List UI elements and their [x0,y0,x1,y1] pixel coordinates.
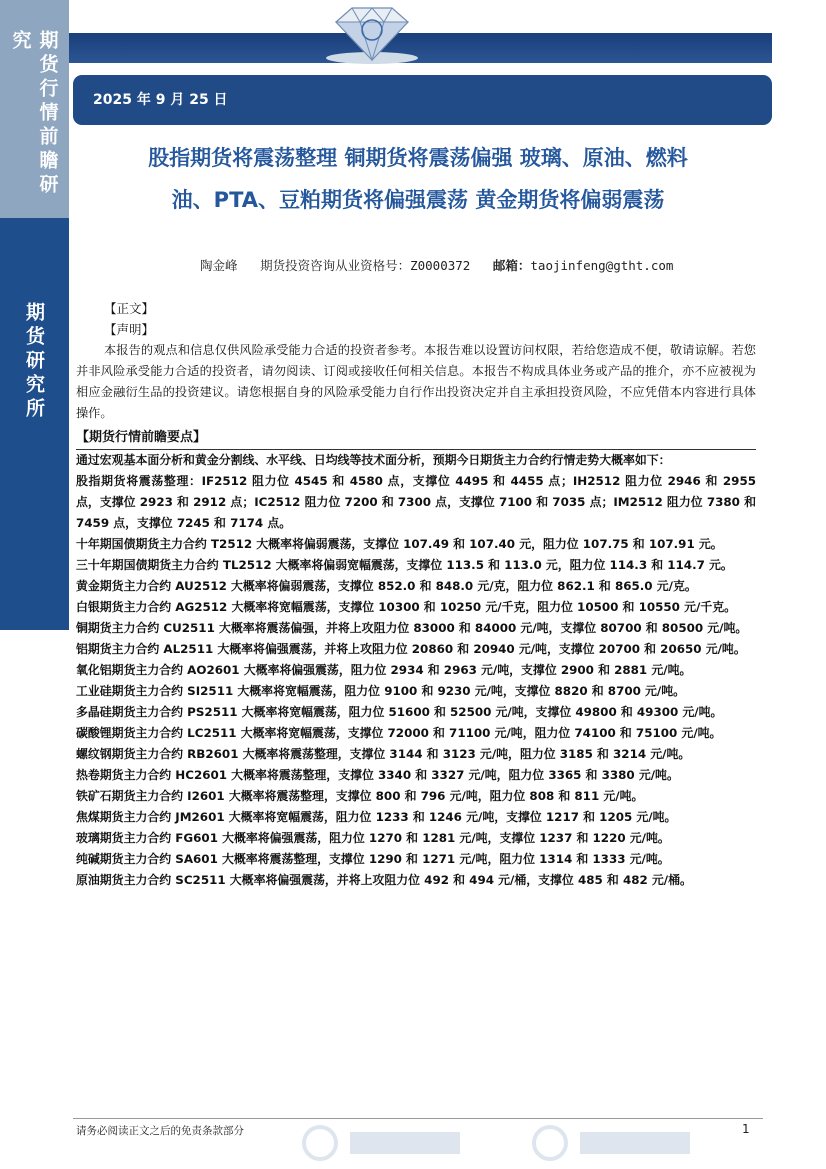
forecast-item: 焦煤期货主力合约 JM2601 大概率将宽幅震荡，阻力位 1233 和 1246 元/吨，支撑位 1217 和 1205 元/吨。 [76,810,677,824]
forecast-item: 多晶硅期货主力合约 PS2511 大概率将宽幅震荡，阻力位 51600 和 52500 元/吨，支撑位 49800 和 49300 元/吨。 [76,705,723,719]
page-number: 1 [742,1122,750,1136]
forecast-item: 工业硅期货主力合约 SI2511 大概率将宽幅震荡，阻力位 9100 和 9230 元/吨，支撑位 8820 和 8700 元/吨。 [76,684,686,698]
sidebar-bottom-label: 期货研究所 [23,302,45,422]
forecast-item: 氧化铝期货主力合约 AO2601 大概率将偏强震荡，阻力位 2934 和 2963 元/吨，支撑位 2900 和 2881 元/吨。 [76,663,692,677]
forecast-item: 铁矿石期货主力合约 I2601 大概率将震荡整理，支撑位 800 和 796 元/吨，阻力位 808 和 811 元/吨。 [76,789,644,803]
footer-disclaimer-note: 请务必阅读正文之后的免责条款部分 [76,1125,244,1137]
disclaimer-paragraph: 本报告的观点和信息仅供风险承受能力合适的投资者参考。本报告难以设置访问权限，若给您造成不便，敬请谅解。若您并非风险承受能力合适的投资者，请勿阅读、订阅或接收任何相关信息。本报告不构成具体业务或产品的推介，亦不应被视为相应金融衍生品的投资建议。请您根据自身的风险承受能力自行作出投资决定并自主承担投资风险，不应凭借本内容进行具体操作。 [76,343,756,420]
report-title-line-1: 股指期货将震荡整理 铜期货将震荡偏强 玻璃、原油、燃料 [148,146,688,170]
key-points-heading: 【期货行情前瞻要点】 [76,426,756,450]
report-title [76,137,760,221]
forecast-item: 十年期国债期货主力合约 T2512 大概率将偏弱震荡，支撑位 107.49 和 107.40 元，阻力位 107.75 和 107.91 元。 [76,537,723,551]
sidebar-top-panel [0,0,69,218]
forecast-item: 白银期货主力合约 AG2512 大概率将宽幅震荡，支撑位 10300 和 10250 元/千克，阻力位 10500 和 10550 元/千克。 [76,600,737,614]
author-name: 陶金峰 [200,258,238,273]
sidebar-bottom-panel [0,218,69,630]
author-line [200,256,760,274]
report-title-line-2: 油、PTA、豆粕期货将偏强震荡 黄金期货将偏弱震荡 [171,188,665,212]
section-statement-label: 【声明】 [104,322,155,337]
forecast-item: 股指期货将震荡整理：IF2512 阻力位 4545 和 4580 点，支撑位 4495 和 4455 点；IH2512 阻力位 2946 和 2955 点，支撑位 2923 和 2912 点；IC2512 阻力位 7200 和 7300 点，支撑位 7100 和 7035 点；IM2512 阻力位 7380 和 7459 点，支撑位 7245 和 7174 点。 [76,474,756,530]
author-qualification: 期货投资咨询从业资格号：Z0000372 [260,258,471,273]
forecast-item: 热卷期货主力合约 HC2601 大概率将震荡整理，支撑位 3340 和 3327 元/吨，阻力位 3365 和 3380 元/吨。 [76,768,679,782]
footer-divider [73,1118,763,1119]
sidebar [0,0,69,630]
forecast-item: 三十年期国债期货主力合约 TL2512 大概率将偏弱宽幅震荡，支撑位 113.5 和 113.0 元，阻力位 114.3 和 114.7 元。 [76,558,733,572]
report-date-banner [73,75,772,125]
forecast-item: 纯碱期货主力合约 SA601 大概率将震荡整理，支撑位 1290 和 1271 元/吨，阻力位 1314 和 1333 元/吨。 [76,852,670,866]
sidebar-top-label: 期货行情前瞻研究 [9,30,59,198]
key-points-intro: 通过宏观基本面分析和黄金分割线、水平线、日均线等技术面分析，预期今日期货主力合约行情走势大概率如下： [76,453,671,467]
forecast-item: 螺纹钢期货主力合约 RB2601 大概率将震荡整理，支撑位 3144 和 3123 元/吨，阻力位 3185 和 3214 元/吨。 [76,747,691,761]
forecast-item: 铝期货主力合约 AL2511 大概率将偏强震荡，并将上攻阻力位 20860 和 20940 元/吨，支撑位 20700 和 20650 元/吨。 [76,642,746,656]
forecast-item: 玻璃期货主力合约 FG601 大概率将偏强震荡，阻力位 1270 和 1281 元/吨，支撑位 1237 和 1220 元/吨。 [76,831,670,845]
watermark-logo-icon [300,1118,700,1168]
section-main-label: 【正文】 [104,301,155,316]
email-label: 邮箱： [492,258,531,273]
diamond-logo-icon [322,0,422,66]
forecast-item: 碳酸锂期货主力合约 LC2511 大概率将宽幅震荡，支撑位 72000 和 71100 元/吨，阻力位 74100 和 75100 元/吨。 [76,726,722,740]
report-body [76,298,756,891]
report-date: 2025 年 9 月 25 日 [93,92,228,108]
forecast-item: 原油期货主力合约 SC2511 大概率将偏强震荡，并将上攻阻力位 492 和 494 元/桶，支撑位 485 和 482 元/桶。 [76,873,692,887]
forecast-item: 黄金期货主力合约 AU2512 大概率将偏弱震荡，支撑位 852.0 和 848.0 元/克，阻力位 862.1 和 865.0 元/克。 [76,579,697,593]
forecast-item: 铜期货主力合约 CU2511 大概率将震荡偏强，并将上攻阻力位 83000 和 84000 元/吨，支撑位 80700 和 80500 元/吨。 [76,621,748,635]
author-email[interactable]: taojinfeng@gtht.com [530,258,674,273]
